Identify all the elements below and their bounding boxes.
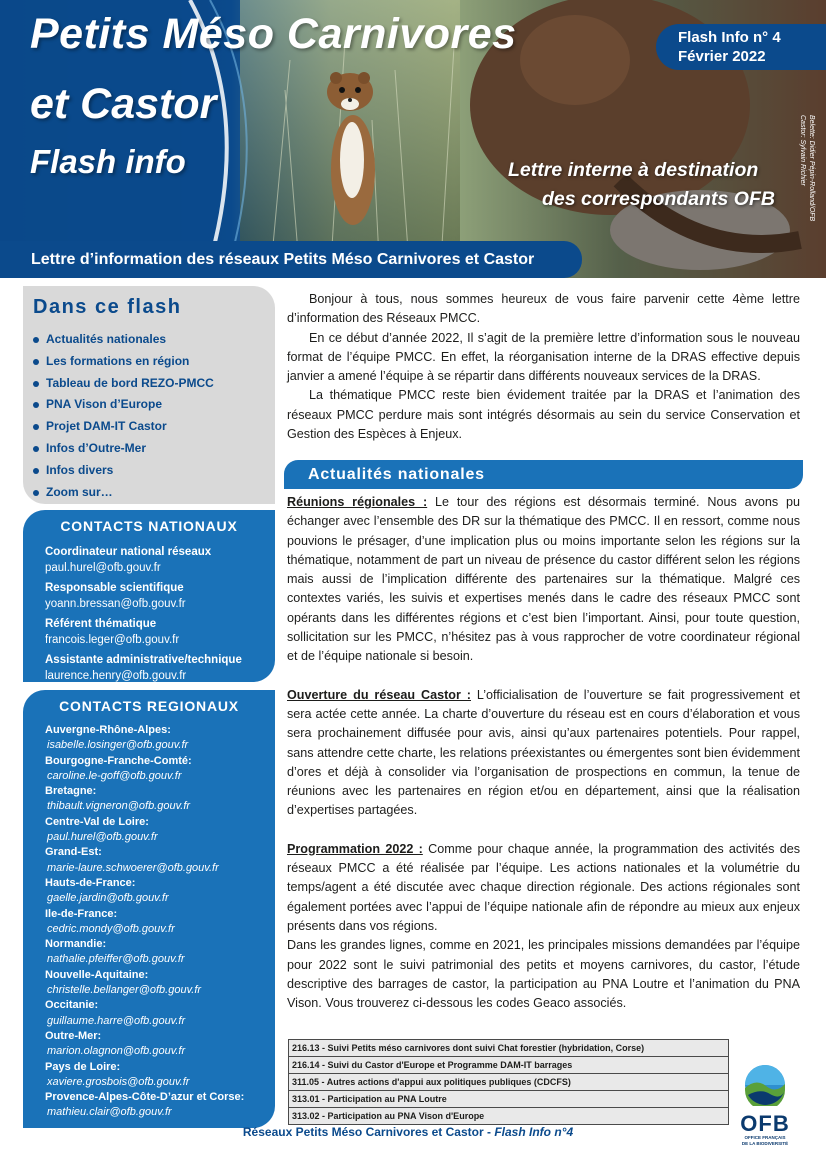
geaco-codes-table [288,1039,729,1125]
table-row [289,1057,729,1074]
contact-email[interactable]: francois.leger@ofb.gouv.fr [45,634,180,646]
region-email[interactable]: gaelle.jardin@ofb.gouv.fr [47,892,169,905]
region-email[interactable]: mathieu.clair@ofb.gouv.fr [47,1106,172,1119]
credit-beaver: Castor: Sylvain Richier [799,115,806,186]
newsletter-banner: Lettre d’information des réseaux Petits Méso Carnivores et Castor [0,241,582,278]
national-contacts-title: CONTACTS NATIONAUX [60,518,238,534]
region-email[interactable]: marion.olagnon@ofb.gouv.fr [47,1045,186,1058]
issue-date: Février 2022 [678,48,766,65]
toc-title: Dans ce flash [33,296,182,318]
region-email[interactable]: marie-laure.schwoerer@ofb.gouv.fr [47,861,219,874]
title-line-3: Flash info [30,143,186,180]
national-contacts [23,510,275,682]
footer-text: Réseaux Petits Méso Carnivores et Castor - [242,1125,495,1139]
intro-paragraph: La thématique PMCC reste bien évidement traitée par la DRAS et l’animation des réseaux PMCC perdure mais sont intégrés désormais au sein du service Conservation et Gestion des Espèces à Enjeux. [287,388,800,442]
region-email[interactable]: thibault.vigneron@ofb.gouv.fr [47,800,191,813]
subtitle [508,156,775,214]
region-email[interactable]: guillaume.harre@ofb.gouv.fr [47,1014,186,1027]
intro-paragraph: En ce début d’année 2022, Il s’agit de la première lettre d’information sous le nouveau format de l’équipe PMCC. En effet, la réorganisation interne de la DRAS effective depuis janvier a amené l’équipe à se répartir dans différents nouveaux services de la DRAS. [287,330,800,384]
title-line-1: Petits Méso Carnivores [30,10,517,58]
region-name: Bretagne: [45,785,97,798]
region-email[interactable]: caroline.le-goff@ofb.gouv.fr [47,769,182,782]
code-cell: 311.05 - Autres actions d'appui aux politiques publiques (CDCFS) [289,1074,729,1091]
code-cell: 313.01 - Participation au PNA Loutre [289,1091,729,1108]
footer-issue: Flash Info n°4 [494,1125,574,1139]
region-name: Auvergne-Rhône-Alpes: [45,724,171,736]
regional-contacts [23,690,275,1128]
issue-badge [656,24,826,70]
region-name: Grand-Est: [45,846,102,859]
article-title: Ouverture du réseau Castor : [287,687,471,702]
intro-text [287,290,800,444]
article-body: L’officialisation de l’ouverture se fait progressivement et sera actée cette année. La charte d’ouverture du réseau est en cours d’élaboration et vous sera prochainement diffusée pour avis, ainsi qu’aux partenaires potentiels. Pour rappel, sans attendre cette charte, les relations préexistantes ou émergentes sont bien évidemment d’ores et déjà à consolider via l’organisation de prospections en commun, la tenue de réunions avec les partenaires en région et/ou en département, ainsi que la réalisation d’expertises partagées. [287,687,801,818]
regional-contacts-title: CONTACTS REGIONAUX [59,698,239,714]
toc-item: PNA Vison d’Europe [33,394,265,416]
article-body: Le tour des régions est désormais terminé. Nous avons pu échanger avec l’ensemble des DR sur la thématique des PMCC. Il en ressort, comme nous pouvions le présager, d’une implication plus ou moins importante selon les régions sur la thématique, notamment de part un niveau de présence du castor différent selon les régions mais aussi de l’implication différente des partenaires sur la thématique. Malgré ces contextes variés, les suivis et expertises menés dans le cadre des réseaux PMCC sont opérants dans les différentes régions et c’est bien l’important. Ainsi, pour toute question, sollicitation sur les PMCC, n’hésitez pas à vous rapprocher de votre coordinateur régional et de l’équipe nationale si besoin. [287,495,800,664]
region-name: Nouvelle-Aquitaine: [45,968,149,981]
subtitle-line-2: des correspondants OFB [542,188,775,210]
page-footer [0,1125,826,1139]
region-email[interactable]: nathalie.pfeiffer@ofb.gouv.fr [47,953,185,966]
logo-emblem-icon [744,1064,786,1106]
region-name: Ile-de-France: [45,907,118,920]
table-row [289,1040,729,1057]
section-heading: Actualités nationales [284,460,803,489]
contact-email[interactable]: yoann.bressan@ofb.gouv.fr [45,598,186,610]
table-of-contents [23,286,275,504]
contact-email[interactable]: paul.hurel@ofb.gouv.fr [45,562,161,574]
table-row [289,1108,729,1125]
contact-role: Responsable scientifique [45,582,184,594]
toc-list [33,329,265,503]
region-email[interactable]: isabelle.losinger@ofb.gouv.fr [47,739,189,752]
toc-item: Infos d’Outre-Mer [33,438,265,460]
logo-subtitle-1: OFFICE FRANÇAIS [744,1135,786,1140]
article-body-continued: Dans les grandes lignes, comme en 2021, les principales missions demandées par l’équipe pour 2022 sont le suivi patrimonial des petits et moyens carnivores, du castor, l’étude descriptive des barrages de castor, la participation au PNA Loutre et l’animation du PNA Vison. Vous trouverez ci-dessous les codes Geaco associés. [287,938,800,1011]
region-name: Outre-Mer: [45,1029,102,1042]
region-name: Pays de Loire: [45,1060,121,1073]
toc-item: Actualités nationales [33,329,265,351]
intro-paragraph: Bonjour à tous, nous sommes heureux de vous faire parvenir cette 4ème lettre d’information des Réseaux PMCC. [287,292,800,326]
toc-item: Tableau de bord REZO-PMCC [33,373,265,395]
articles [287,493,800,1013]
region-email[interactable]: xaviere.grosbois@ofb.gouv.fr [47,1075,190,1088]
code-cell: 216.13 - Suivi Petits méso carnivores dont suivi Chat forestier (hybridation, Corse) [289,1040,729,1057]
region-email[interactable]: christelle.bellanger@ofb.gouv.fr [47,984,202,997]
toc-item: Infos divers [33,460,265,482]
toc-item: Les formations en région [33,351,265,373]
region-name: Centre-Val de Loire: [45,815,149,828]
contact-email[interactable]: laurence.henry@ofb.gouv.fr [45,670,187,682]
toc-item: Projet DAM-IT Castor [33,416,265,438]
contact-role: Référent thématique [45,618,157,630]
toc-item: Zoom sur… [33,482,265,504]
logo-subtitle-2: DE LA BIODIVERSITÉ [741,1140,789,1146]
contact-role: Coordinateur national réseaux [45,546,212,558]
region-name: Occitanie: [45,999,99,1012]
issue-number: Flash Info n° 4 [678,29,781,46]
code-cell: 313.02 - Participation au PNA Vison d'Europe [289,1108,729,1125]
photo-credits [798,115,816,221]
title-line-2: et Castor [30,80,217,128]
article-body: Comme pour chaque année, la programmation des activités des réseaux PMCC a été réalisée par l’équipe. Les actions nationales et la volumétrie du temps/agent a été discutée avec chaque direction régionale. Des actions régionales sont également portées avec l’appui de l’équipe nationale afin de répondre au mieux aux enjeux présents dans vos régions. [287,841,800,933]
credit-weasel: Belette: Didier Pépin-Rolland/OFB [808,115,815,222]
article-beaver-network [287,686,800,821]
region-name: Bourgogne-Franche-Comté: [45,754,192,767]
region-email[interactable]: cedric.mondy@ofb.gouv.fr [47,922,175,935]
logo-wordmark: OFB [740,1111,790,1136]
contact-role: Assistante administrative/technique [45,654,242,666]
region-name: Provence-Alpes-Côte-D’azur et Corse: [45,1091,245,1104]
article-title: Réunions régionales : [287,495,428,509]
code-cell: 216.14 - Suivi du Castor d'Europe et Programme DAM-IT barrages [289,1057,729,1074]
subtitle-line-1: Lettre interne à destination [508,159,759,181]
region-email[interactable]: paul.hurel@ofb.gouv.fr [47,831,158,844]
table-row [289,1074,729,1091]
table-row [289,1091,729,1108]
header-banner [0,0,826,278]
article-programming [287,840,800,936]
article-title: Programmation 2022 : [287,841,423,856]
region-name: Normandie: [45,938,107,951]
region-name: Hauts-de-France: [45,876,136,889]
article-regional-meetings [287,493,800,667]
